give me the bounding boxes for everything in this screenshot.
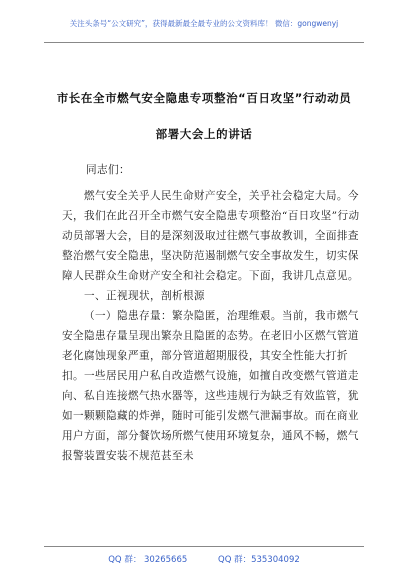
document-title-line-1: 市长在全市燃气安全隐患专项整治“百日攻坚”行动动员 [56, 91, 352, 105]
section-heading-1: 一、正视现状，剖析根源 [84, 290, 205, 302]
header-banner: 关注头条号“公文研究”，获得最新最全最专业的公文资料库！ 微信：gongwenyj [69, 19, 339, 28]
footer [0, 553, 408, 565]
footer-qq-group-1: QQ 群： 30265665 [108, 555, 188, 565]
document-title-line-2: 部署大会上的讲话 [155, 127, 253, 141]
footer-qq-group-2: QQ 群：535304092 [218, 555, 300, 565]
paragraph-hazard-stock: （一）隐患存量：繁杂隐匿，治理维艰。当前，我市燃气安全隐患存量呈现出繁杂且隐匿的态势。在老旧小区燃气管道老化腐蚀现象严重，部分管道超期服役，其安全性能大打折扣。一些居民用户私自改造燃气设施，如擅自改变燃气管道走向、私自连接燃气热水器等，这些违规行为缺乏有效监管，犹如一颗颗隐藏的炸弹，随时可能引发燃气泄漏事故。而在商业用户方面，部分餐饮场所燃气使用环境复杂，通风不畅，燃气报警装置安装不规范甚至未 [62, 310, 359, 462]
header-divider [44, 42, 364, 43]
footer-divider [44, 546, 364, 547]
salutation: 同志们： [86, 164, 130, 176]
document-body [62, 160, 362, 466]
paragraph-intro: 燃气安全关乎人民生命财产安全，关乎社会稳定大局。今天，我们在此召开全市燃气安全隐患专项整治“百日攻坚”行动动员部署大会，目的是深刻汲取过往燃气事故教训，全面排查整治燃气安全隐患，坚决防范遏制燃气安全事故发生，切实保障人民群众生命财产安全和社会稳定。下面，我讲几点意见。 [62, 190, 360, 282]
